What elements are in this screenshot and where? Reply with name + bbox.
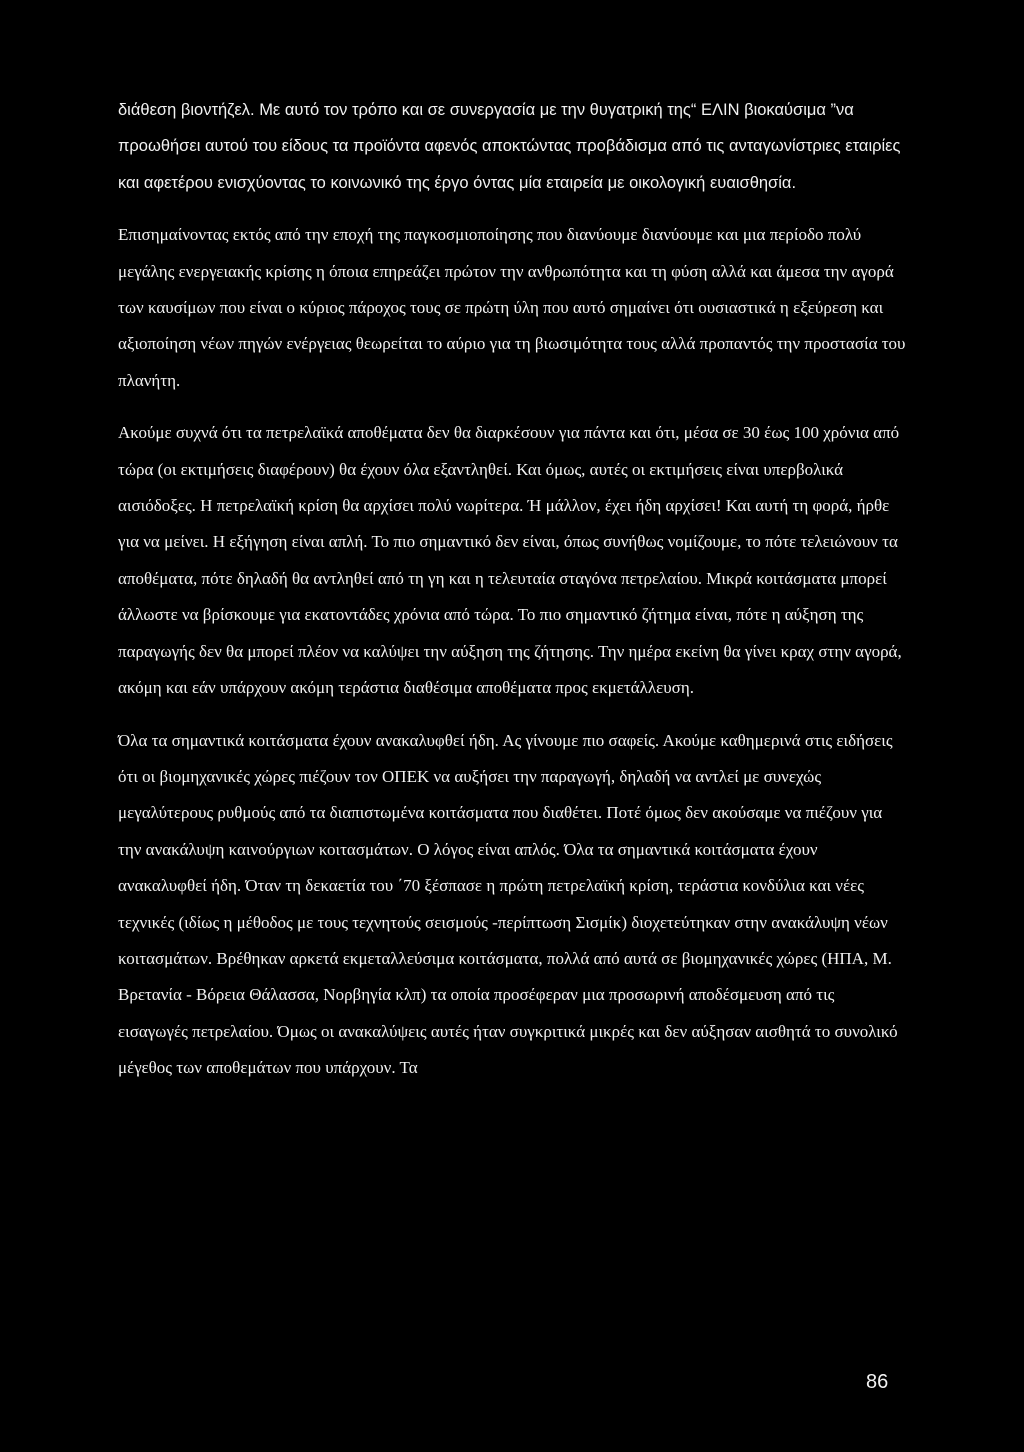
paragraph-discoveries: Όλα τα σημαντικά κοιτάσματα έχουν ανακαλυφθεί ήδη. Ας γίνουμε πιο σαφείς. Ακούμε καθημερινά στις ειδήσεις ότι οι βιομηχανικές χώρες πιέζουν τον ΟΠΕΚ να αυξήσει την παραγωγή, δηλαδή να αντλεί με συνεχώς μεγαλύτερους ρυθμούς από τα διαπιστωμένα κοιτάσματα που διαθέτει. Ποτέ όμως δεν ακούσαμε να πιέζουν για την ανακάλυψη καινούργιων κοιτασμάτων. Ο λόγος είναι απλός. Όλα τα σημαντικά κοιτάσματα έχουν ανακαλυφθεί ήδη. Όταν τη δεκαετία του ΄70 ξέσπασε η πρώτη πετρελαϊκή κρίση, τεράστια κονδύλια και νέες τεχνικές (ιδίως η μέθοδος με τους τεχνητούς σεισμούς -περίπτωση Σισμίκ) διοχετεύτηκαν στην ανακάλυψη νέων κοιτασμάτων. Βρέθηκαν αρκετά εκμεταλλεύσιμα κοιτάσματα, πολλά από αυτά σε βιομηχανικές χώρες (ΗΠΑ, Μ. Βρετανία - Βόρεια Θάλασσα, Νορβηγία κλπ) τα οποία προσέφεραν μια προσωρινή αποδέσμευση από τις εισαγωγές πετρελαίου. Όμως οι ανακαλύψεις αυτές ήταν συγκριτικά μικρές και δεν αύξησαν αισθητά το συνολικό μέγεθος των αποθεμάτων που υπάρχουν. Τα [118,730,898,1078]
document-body [118,92,908,1087]
page-number: 86 [866,1371,889,1393]
paragraph-oil-reserves: Ακούμε συχνά ότι τα πετρελαϊκά αποθέματα δεν θα διαρκέσουν για πάντα και ότι, μέσα σε 30 έως 100 χρόνια από τώρα (οι εκτιμήσεις διαφέρουν) θα έχουν όλα εξαντληθεί. Και όμως, αυτές οι εκτιμήσεις είναι υπερβολικά αισιόδοξες. Η πετρελαϊκή κρίση θα αρχίσει πολύ νωρίτερα. Ή μάλλον, έχει ήδη αρχίσει! Και αυτή τη φορά, ήρθε για να μείνει. Η εξήγηση είναι απλή. Το πιο σημαντικό δεν είναι, όπως συνήθως νομίζουμε, το πότε τελειώνουν τα αποθέματα, πότε δηλαδή θα αντληθεί από τη γη και η τελευταία σταγόνα πετρελαίου. Μικρά κοιτάσματα μπορεί άλλωστε να βρίσκουμε για εκατοντάδες χρόνια από τώρα. Το πιο σημαντικό ζήτημα είναι, πότε η αύξηση της παραγωγής δεν θα μπορεί πλέον να καλύψει την αύξηση της ζήτησης. Την ημέρα εκείνη θα γίνει κραχ στην αγορά, ακόμη και εάν υπάρχουν ακόμη τεράστια διαθέσιμα αποθέματα προς εκμετάλλευση. [118,423,902,698]
paragraph-energy-crisis: Επισημαίνοντας εκτός από την εποχή της παγκοσμιοποίησης που διανύουμε διανύουμε και μια περίοδο πολύ μεγάλης ενεργειακής κρίσης η όποια επηρεάζει πρώτον την ανθρωπότητα και τη φύση αλλά και άμεσα την αγορά των καυσίμων που είναι ο κύριος πάροχος τους σε πρώτη ύλη που αυτό σημαίνει ότι ουσιαστικά η εξεύρεση και αξιοποίηση νέων πηγών ενέργειας θεωρείται το αύριο για τη βιωσιμότητα τους αλλά προπαντός την προστασία του πλανήτη. [118,225,906,390]
paragraph-intro-continuation: διάθεση βιοντήζελ. Με αυτό τον τρόπο και σε συνεργασία με την θυγατρική της“ ΕΛΙΝ βιοκαύσιμα ”να προωθήσει αυτού του είδους τα προϊόντα αφενός αποκτώντας προβάδισμα από τις ανταγωνίστριες εταιρίες και αφετέρου ενισχύοντας το κοινωνικό της έργο όντας μία εταιρεία με οικολογική ευαισθησία. [118,101,901,192]
